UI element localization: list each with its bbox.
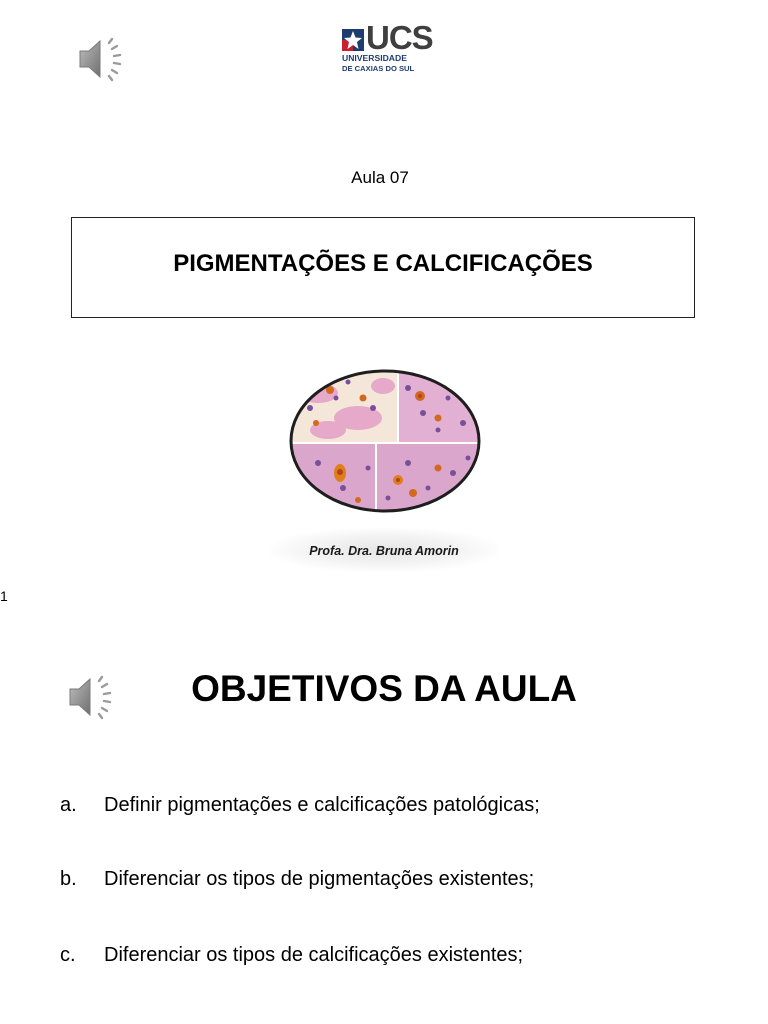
lesson-label: Aula 07 <box>351 168 409 187</box>
page-number: 1 <box>0 588 8 604</box>
histology-image <box>288 368 482 514</box>
objective-text: Definir pigmentações e calcificações patológicas; <box>104 794 540 816</box>
author-name: Profa. Dra. Bruna Amorin <box>309 544 459 558</box>
logo-subtitle-line2: DE CAXIAS DO SUL <box>342 64 415 73</box>
objective-letter: b. <box>60 868 77 890</box>
logo-wordmark: UCS <box>366 19 433 56</box>
objective-text: Diferenciar os tipos de pigmentações existentes; <box>104 868 535 890</box>
objectives-heading: OBJETIVOS DA AULA <box>191 668 577 709</box>
objective-letter: a. <box>60 794 77 816</box>
slide-title: PIGMENTAÇÕES E CALCIFICAÇÕES <box>173 250 593 277</box>
ucs-logo <box>340 19 444 77</box>
logo-subtitle-line1: UNIVERSIDADE <box>342 53 407 63</box>
speaker-icon[interactable] <box>76 32 130 86</box>
objective-text: Diferenciar os tipos de calcificações existentes; <box>104 944 524 966</box>
ucs-star-emblem-icon <box>342 29 364 51</box>
objective-letter: c. <box>60 944 76 966</box>
title-box <box>71 217 695 318</box>
author-caption <box>270 528 498 572</box>
